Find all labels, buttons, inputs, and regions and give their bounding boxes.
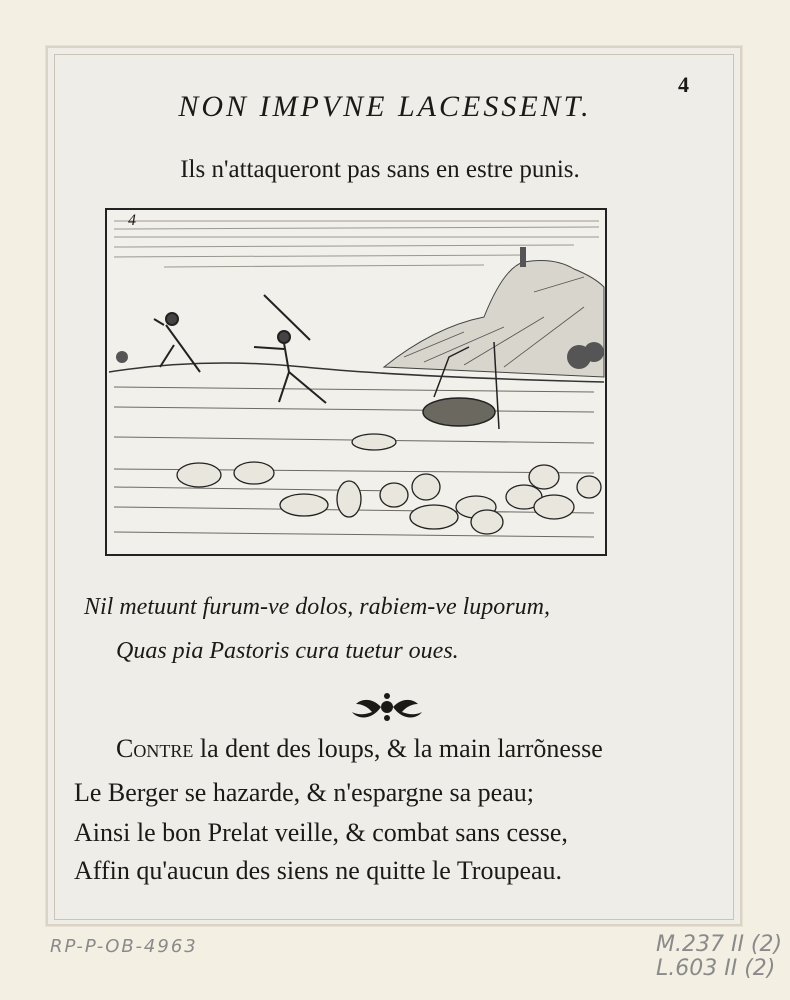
- french-verse-line-4: Affin qu'aucun des siens ne quitte le Troupeau.: [74, 856, 563, 885]
- etching-scene: [104, 207, 608, 557]
- catalogue-reference-2: L.603 II (2): [656, 956, 776, 981]
- scene-number: 4: [128, 212, 136, 229]
- catalogue-reference-1: M.237 II (2): [656, 932, 783, 957]
- latin-verse-line-2: Quas pia Pastoris cura tuetur oues.: [116, 638, 459, 664]
- tower: [520, 247, 526, 267]
- latin-verse-line-1: Nil metuunt furum-ve dolos, rabiem-ve luporum,: [84, 594, 550, 620]
- french-subtitle: Ils n'attaqueront pas sans en estre punis.: [180, 156, 580, 183]
- verse-initial-word: Contre: [116, 734, 194, 763]
- french-verse-line-3: Ainsi le bon Prelat veille, & combat sans cesse,: [74, 818, 568, 847]
- french-verse-line-1: [116, 734, 603, 764]
- page-number: 4: [678, 72, 689, 97]
- motto-heading: NON IMPVNE LACESSENT.: [178, 90, 592, 123]
- fleuron-ornament-icon: [348, 690, 426, 724]
- verse-line-1-rest: la dent des loups, & la main larrõnesse: [193, 734, 603, 763]
- inventory-number: RP-P-OB-4963: [50, 936, 198, 957]
- french-verse-line-2: Le Berger se hazarde, & n'espargne sa peau;: [74, 778, 534, 807]
